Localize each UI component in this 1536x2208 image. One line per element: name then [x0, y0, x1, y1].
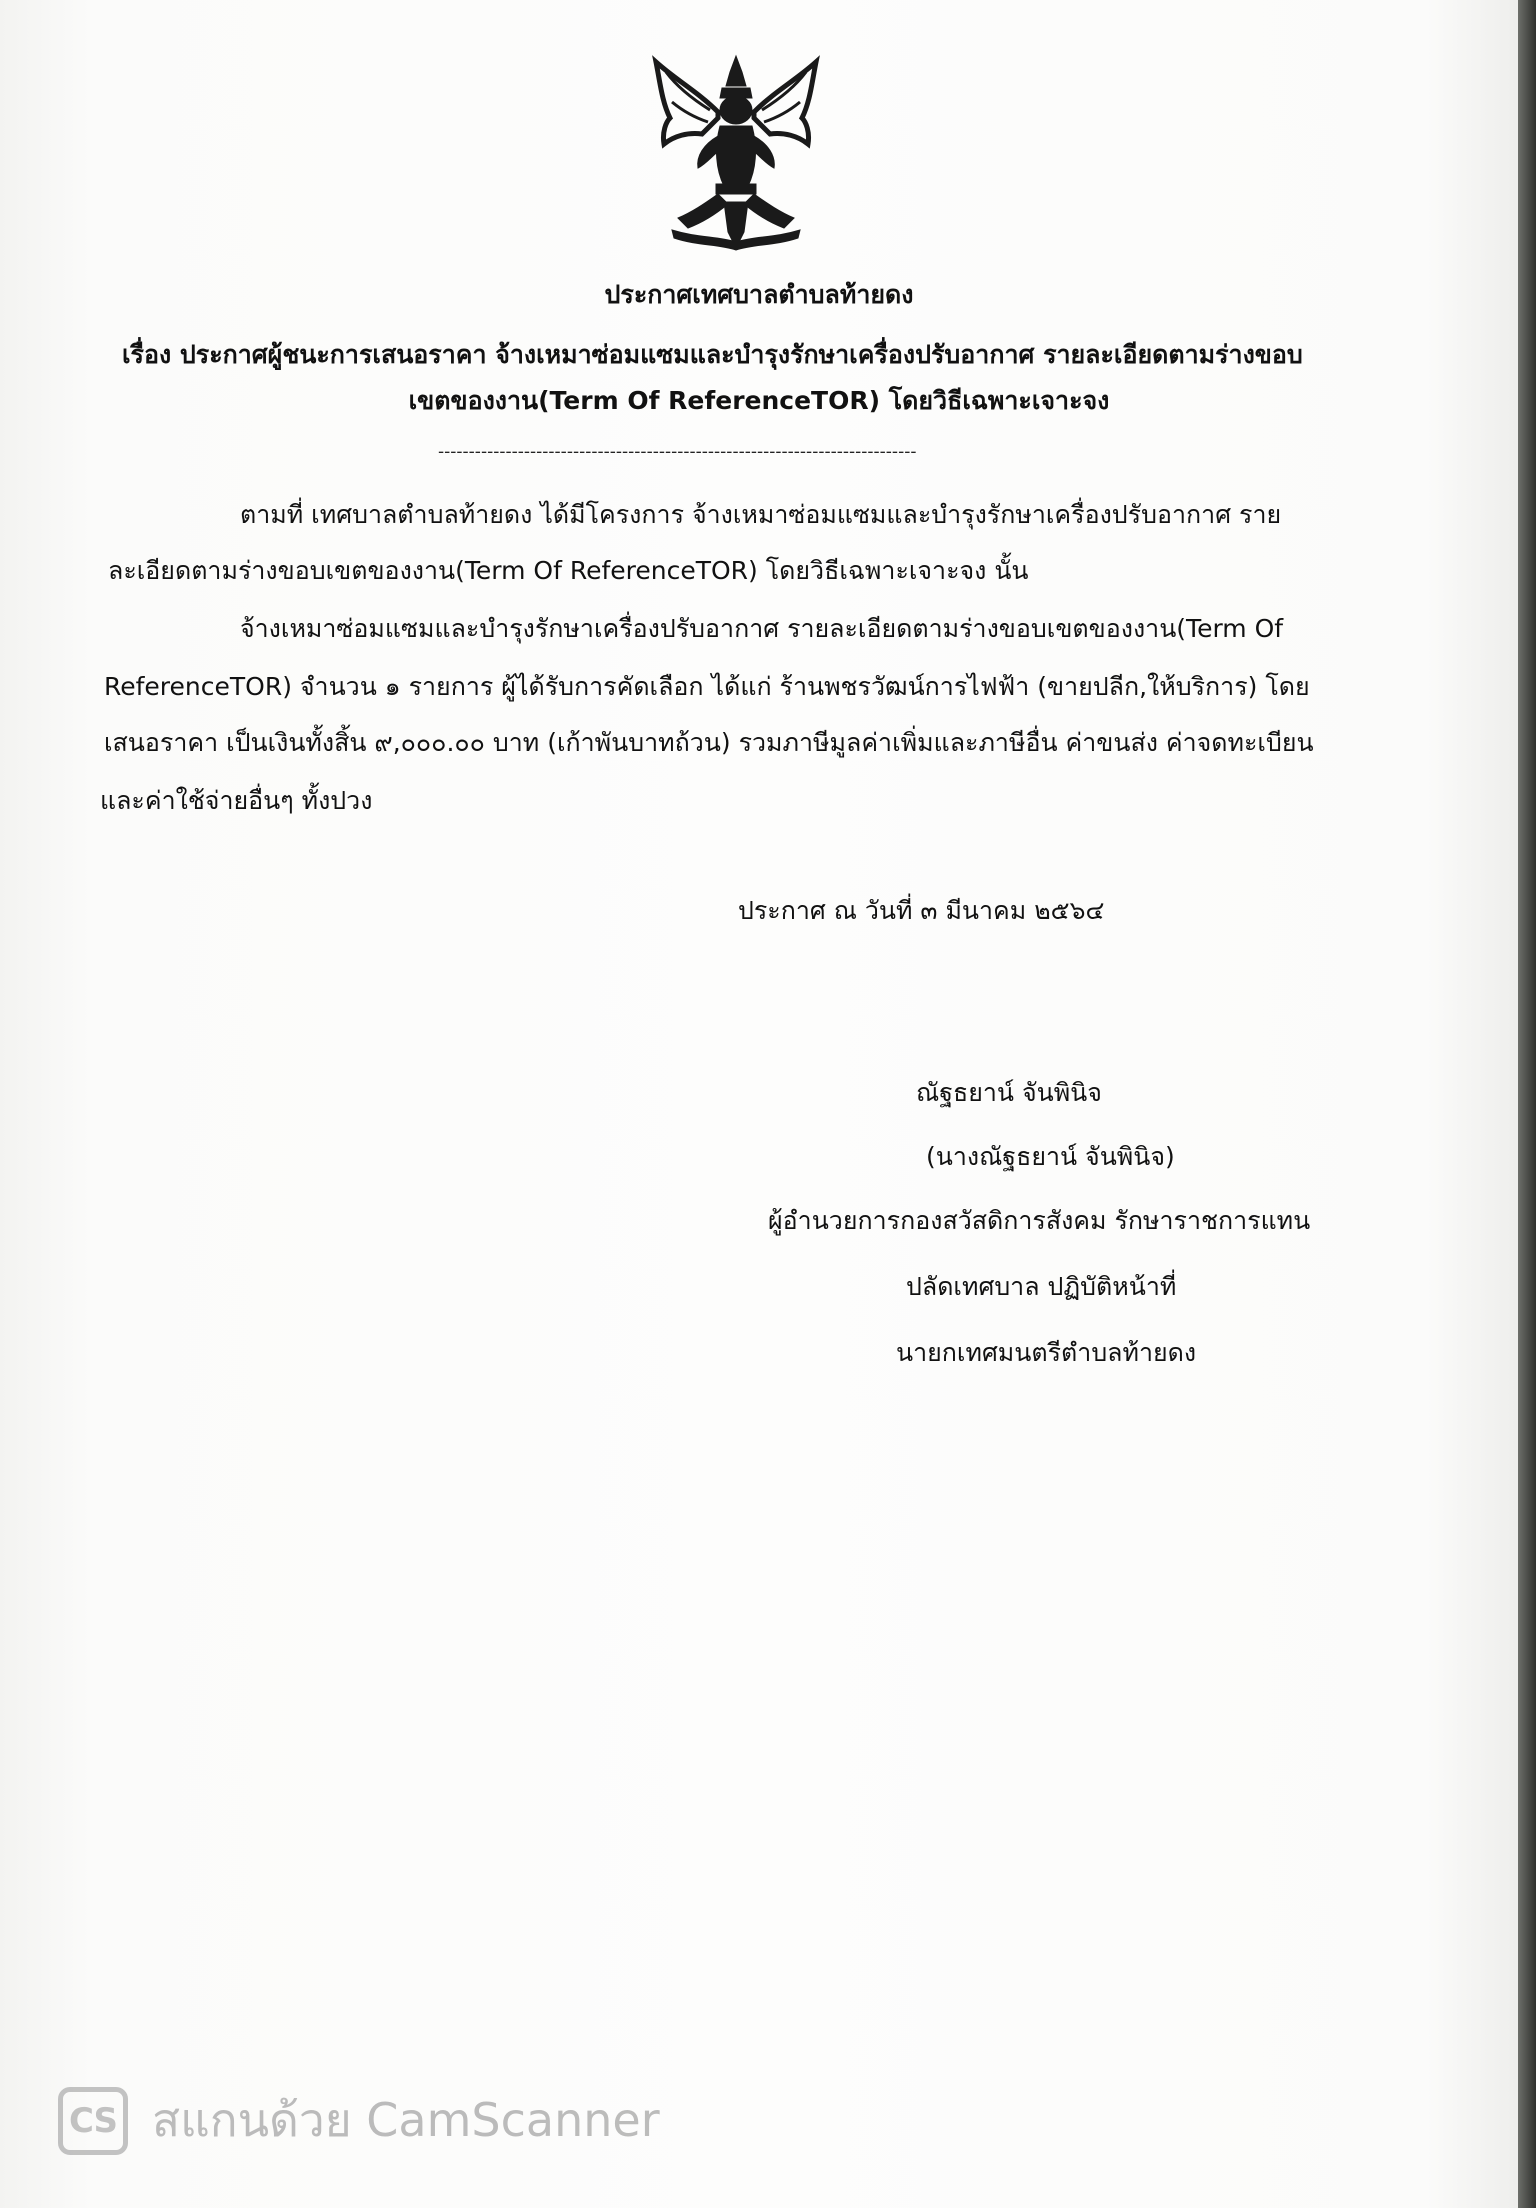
signature-position-1: ผู้อำนวยการกองสวัสดิการสังคม รักษาราชการแทน — [768, 1206, 1311, 1235]
subject-line-1: เรื่อง ประกาศผู้ชนะการเสนอราคา จ้างเหมาซ่อมแซมและบำรุงรักษาเครื่องปรับอากาศ รายละเอียดตามร่างขอบ — [122, 340, 1303, 369]
garuda-emblem-icon — [648, 52, 824, 252]
body-paragraph-1-line-2: ละเอียดตามร่างขอบเขตของงาน(Term Of ReferenceTOR) โดยวิธีเฉพาะเจาะจง นั้น — [108, 556, 1029, 585]
body-paragraph-1-line-1: ตามที่ เทศบาลตำบลท้ายดง ได้มีโครงการ จ้างเหมาซ่อมแซมและบำรุงรักษาเครื่องปรับอากาศ ราย — [240, 500, 1282, 529]
scan-edge-shadow — [1518, 0, 1536, 2208]
camscanner-logo-icon: CS — [58, 2087, 128, 2155]
body-paragraph-2-line-2: ReferenceTOR) จำนวน ๑ รายการ ผู้ได้รับการคัดเลือก ได้แก่ ร้านพชรวัฒน์การไฟฟ้า (ขายปลีก,ให้บริการ) โดย — [104, 672, 1310, 701]
signature-position-2: ปลัดเทศบาล ปฏิบัติหน้าที่ — [906, 1272, 1177, 1301]
signature-full-name: (นางณัฐธยาน์ จันพินิจ) — [926, 1142, 1175, 1171]
divider: ------------------------------------------------------------------------------ — [438, 442, 917, 462]
camscanner-text: สแกนด้วย CamScanner — [152, 2093, 660, 2147]
signature-position-3: นายกเทศมนตรีตำบลท้ายดง — [896, 1338, 1197, 1367]
body-paragraph-2-line-4: และค่าใช้จ่ายอื่นๆ ทั้งปวง — [100, 786, 373, 815]
body-paragraph-2-line-1: จ้างเหมาซ่อมแซมและบำรุงรักษาเครื่องปรับอากาศ รายละเอียดตามร่างขอบเขตของงาน(Term Of — [240, 614, 1284, 643]
subject-line-2: เขตของงาน(Term Of ReferenceTOR) โดยวิธีเฉพาะเจาะจง — [408, 386, 1110, 415]
document-title: ประกาศเทศบาลตำบลท้ายดง — [604, 280, 914, 309]
body-paragraph-2-line-3: เสนอราคา เป็นเงินทั้งสิ้น ๙,๐๐๐.๐๐ บาท (เก้าพันบาทถ้วน) รวมภาษีมูลค่าเพิ่มและภาษีอื่น ค่าขนส่ง ค่าจดทะเบียน — [104, 728, 1314, 757]
signature-name: ณัฐธยาน์ จันพินิจ — [916, 1078, 1102, 1107]
announcement-date: ประกาศ ณ วันที่ ๓ มีนาคม ๒๕๖๔ — [738, 896, 1105, 925]
camscanner-watermark — [58, 2084, 660, 2157]
